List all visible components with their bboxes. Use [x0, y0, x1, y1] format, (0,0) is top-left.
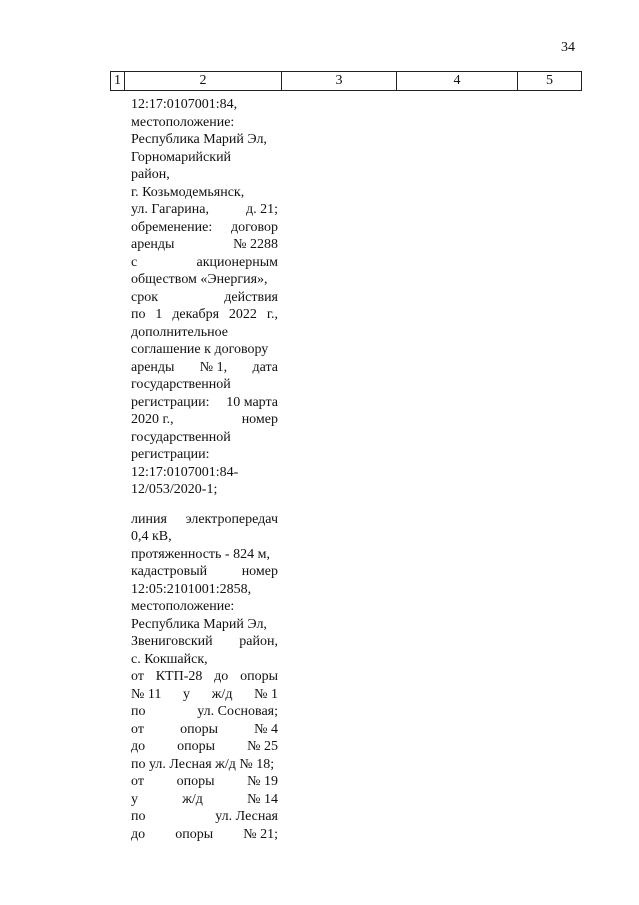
text-fragment: опоры: [176, 774, 215, 789]
text-fragment: дополнительное: [131, 324, 228, 340]
text-line: [131, 149, 278, 167]
text-fragment: акционерным: [196, 254, 278, 270]
text-fragment: ж/д: [182, 791, 203, 807]
text-fragment: государственной: [131, 429, 231, 445]
text-fragment: 0,4 кВ,: [131, 529, 172, 544]
text-fragment: 2020 г.,: [131, 412, 174, 427]
text-fragment: аренды: [131, 237, 175, 252]
text-line: [131, 633, 278, 651]
text-line: [131, 528, 278, 546]
text-fragment: № 1,: [199, 359, 228, 375]
text-fragment: до: [214, 669, 229, 684]
text-line: [131, 481, 278, 499]
text-fragment: обществом «Энергия»,: [131, 272, 268, 287]
text-line: [131, 306, 278, 324]
text-fragment: 10 марта: [226, 394, 278, 410]
text-fragment: обременение:: [131, 219, 213, 235]
text-line: [131, 738, 278, 756]
text-line: [131, 511, 278, 529]
text-line: [131, 359, 278, 377]
text-fragment: местоположение:: [131, 114, 235, 130]
text-fragment: до: [131, 826, 146, 842]
text-fragment: 12:17:0107001:84,: [131, 97, 238, 112]
text-line: [131, 546, 278, 564]
text-fragment: кадастровый: [131, 564, 208, 579]
text-fragment: район,: [239, 634, 278, 649]
text-line: [131, 581, 278, 599]
page-number: 34: [561, 40, 575, 55]
text-fragment: № 11: [131, 686, 162, 702]
text-fragment: опоры: [175, 826, 214, 842]
text-fragment: ул. Гагарина,: [131, 202, 209, 217]
text-fragment: № 19: [247, 774, 278, 789]
text-line: [131, 429, 278, 447]
text-line: [131, 131, 278, 149]
text-fragment: ж/д: [211, 686, 233, 702]
text-fragment: 2022: [228, 307, 257, 322]
text-line: [131, 96, 278, 114]
text-block: [131, 96, 278, 499]
text-fragment: опоры: [180, 721, 218, 737]
text-line: [131, 271, 278, 289]
text-fragment: номер: [241, 412, 278, 427]
text-line: [131, 219, 278, 237]
text-line: [131, 563, 278, 581]
text-fragment: Республика Марий Эл,: [131, 616, 267, 632]
text-line: [131, 201, 278, 219]
text-fragment: опоры: [177, 739, 216, 754]
text-line: [131, 464, 278, 482]
text-fragment: д. 21;: [245, 202, 278, 217]
text-line: [131, 166, 278, 184]
text-fragment: Звениговский: [131, 634, 213, 649]
column-header-1: 1: [110, 72, 125, 90]
table-header-row: [110, 71, 582, 91]
text-fragment: срок: [131, 289, 159, 305]
text-fragment: № 4: [254, 721, 278, 737]
text-fragment: соглашение к договору: [131, 342, 269, 357]
text-fragment: протяженность - 824 м,: [131, 546, 270, 562]
text-line: [131, 721, 278, 739]
text-line: [131, 703, 278, 721]
text-fragment: действия: [224, 289, 278, 305]
text-block: [131, 511, 278, 844]
text-line: [131, 826, 278, 844]
text-fragment: линия: [131, 511, 167, 527]
text-line: [131, 598, 278, 616]
text-fragment: 12/053/2020-1;: [131, 482, 218, 497]
text-line: [131, 376, 278, 394]
text-fragment: по ул. Лесная ж/д № 18;: [131, 756, 275, 772]
text-line: [131, 324, 278, 342]
text-line: [131, 668, 278, 686]
text-line: [131, 184, 278, 202]
text-fragment: регистрации:: [131, 394, 210, 410]
text-fragment: номер: [241, 564, 278, 579]
text-fragment: 12:17:0107001:84-: [131, 464, 239, 480]
column-header-3: 3: [282, 72, 397, 90]
text-fragment: от: [131, 774, 144, 789]
text-fragment: по: [131, 704, 146, 719]
text-fragment: Горномарийский: [131, 149, 232, 165]
text-fragment: № 14: [247, 791, 278, 807]
text-fragment: у: [183, 686, 191, 702]
text-fragment: дата: [252, 359, 278, 375]
text-fragment: от: [131, 669, 144, 684]
text-fragment: № 1: [254, 686, 278, 702]
text-fragment: регистрации:: [131, 447, 210, 462]
text-fragment: договор: [230, 219, 278, 235]
text-line: [131, 756, 278, 774]
text-line: [131, 773, 278, 791]
text-fragment: государственной: [131, 377, 231, 392]
text-line: [131, 394, 278, 412]
text-fragment: электропередач: [185, 511, 278, 527]
column-2-content: [131, 96, 278, 843]
text-line: [131, 289, 278, 307]
text-fragment: г.,: [266, 307, 278, 322]
text-line: [131, 791, 278, 809]
text-line: [131, 236, 278, 254]
text-fragment: декабря: [172, 307, 220, 322]
column-header-4: 4: [397, 72, 518, 90]
text-fragment: у: [131, 791, 138, 807]
text-fragment: местоположение:: [131, 599, 235, 614]
text-line: [131, 341, 278, 359]
text-line: [131, 114, 278, 132]
text-fragment: 1: [155, 307, 163, 322]
text-fragment: от: [131, 721, 144, 737]
text-fragment: с: [131, 254, 138, 270]
column-header-5: 5: [518, 72, 582, 90]
text-line: [131, 411, 278, 429]
text-fragment: 12:05:2101001:2858,: [131, 581, 252, 597]
text-fragment: ул. Сосновая;: [197, 704, 278, 719]
text-line: [131, 446, 278, 464]
text-fragment: с. Кокшайск,: [131, 651, 208, 667]
text-line: [131, 808, 278, 826]
text-fragment: ул. Лесная: [215, 809, 278, 824]
text-line: [131, 686, 278, 704]
text-line: [131, 254, 278, 272]
text-fragment: аренды: [131, 359, 175, 375]
text-fragment: № 21;: [243, 826, 278, 842]
text-fragment: № 2288: [233, 237, 278, 252]
column-header-2: 2: [125, 72, 282, 90]
text-line: [131, 651, 278, 669]
text-fragment: Республика Марий Эл,: [131, 132, 267, 147]
text-line: [131, 616, 278, 634]
text-fragment: № 25: [247, 739, 278, 754]
text-fragment: по: [131, 307, 146, 322]
text-fragment: КТП-28: [155, 669, 203, 684]
text-fragment: по: [131, 809, 146, 824]
text-fragment: район,: [131, 167, 170, 182]
text-fragment: г. Козьмодемьянск,: [131, 184, 245, 200]
text-fragment: опоры: [240, 669, 278, 684]
text-fragment: до: [131, 739, 146, 754]
